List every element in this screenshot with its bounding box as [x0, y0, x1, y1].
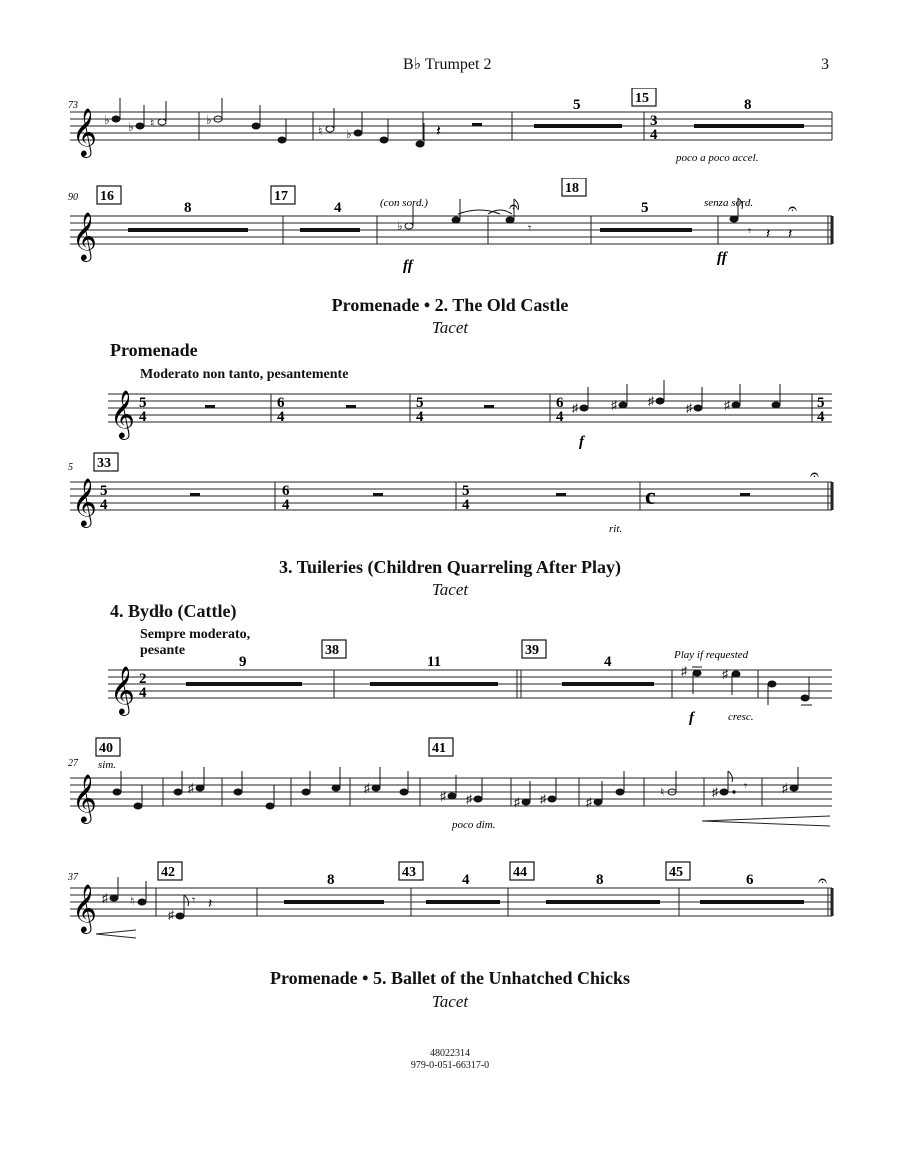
time-sig-num: 6: [277, 395, 285, 411]
staff-bydlo-1: [0, 636, 900, 728]
part-header: [403, 54, 491, 74]
staff-system-1: [0, 88, 900, 168]
multi-rest-count: 9: [239, 654, 247, 670]
notes: [113, 767, 798, 809]
multi-rest-bar: [128, 228, 248, 232]
half-rest: [205, 405, 215, 408]
multi-rest-bar: [300, 228, 360, 232]
rehearsal-mark-18: 18: [565, 181, 579, 196]
rehearsal-mark-17: 17: [274, 189, 288, 204]
fermata: 𝄐: [810, 467, 819, 484]
time-sig-den: 4: [556, 409, 564, 425]
play-if-requested: Play if requested: [674, 649, 749, 661]
treble-clef: 𝄞: [110, 668, 135, 714]
multi-rest-bar: [562, 682, 654, 686]
tempo-marking: Moderato non tanto, pesantemente: [140, 367, 349, 382]
time-sig-den: 4: [462, 497, 470, 513]
fermata: 𝄐: [818, 873, 827, 890]
section-title: 3. Tuileries (Children Quarreling After Play): [279, 557, 621, 577]
tacet-label: Tacet: [431, 580, 469, 599]
half-rest: [556, 493, 566, 496]
treble-clef: 𝄞: [72, 214, 97, 260]
half-rest: [472, 123, 482, 126]
time-sig-den: 4: [139, 685, 147, 701]
decrescendo-hairpin: [96, 930, 136, 938]
multi-rest-count: 8: [327, 872, 335, 888]
svg-text:♯: ♯: [188, 781, 194, 795]
measure-number: 37: [68, 872, 78, 883]
time-sig-den: 4: [100, 497, 108, 513]
multi-rest-bar: [694, 124, 804, 128]
svg-text:♯: ♯: [686, 401, 692, 415]
multi-rest-bar: [426, 900, 500, 904]
time-sig-den: 4: [277, 409, 285, 425]
rest: 𝄽: [788, 227, 793, 242]
poco-dim-marking: poco dim.: [452, 819, 496, 831]
svg-text:♭: ♭: [128, 120, 134, 134]
eighth-rest: 𝄾: [192, 893, 196, 907]
multi-rest-count: 11: [427, 654, 442, 670]
svg-text:♯: ♯: [724, 398, 730, 412]
multi-rest-bar: [186, 682, 302, 686]
rehearsal-mark-44: 44: [513, 865, 527, 880]
svg-text:♯: ♯: [586, 795, 592, 809]
half-rest: [346, 405, 356, 408]
multi-rest-count: 8: [596, 872, 604, 888]
rit-marking: rit.: [609, 523, 623, 535]
svg-text:♯: ♯: [514, 795, 520, 809]
page-number: 3: [821, 56, 829, 73]
svg-text:♯: ♯: [681, 664, 687, 678]
cresc-marking: cresc.: [728, 711, 754, 723]
part-flat: B♭: [403, 56, 422, 73]
multi-rest-bar: [284, 900, 384, 904]
svg-text:♯: ♯: [572, 401, 578, 415]
time-sig-num: 2: [139, 671, 147, 687]
time-sig-den: 4: [139, 409, 147, 425]
svg-text:♮: ♮: [150, 116, 155, 130]
con-sord-marking: (con sord.): [380, 197, 428, 209]
dynamic-f: f: [689, 710, 694, 726]
treble-clef: 𝄞: [72, 776, 97, 822]
treble-clef: 𝄞: [72, 110, 97, 156]
time-sig-num: 5: [817, 395, 825, 411]
staff-system-2: [0, 178, 900, 274]
dynamic-f: f: [579, 434, 584, 450]
part-name: Trumpet 2: [424, 56, 492, 73]
rehearsal-mark-33: 33: [97, 456, 111, 471]
rehearsal-mark-41: 41: [432, 741, 446, 756]
treble-clef: 𝄞: [72, 480, 97, 526]
svg-text:♯: ♯: [168, 908, 174, 922]
multi-rest-count: 8: [744, 97, 752, 113]
svg-text:♯: ♯: [648, 394, 654, 408]
accel-marking: poco a poco accel.: [676, 152, 759, 164]
catalog-number: 48022314: [430, 1048, 470, 1059]
svg-text:♯: ♯: [782, 781, 788, 795]
rehearsal-mark-39: 39: [525, 643, 539, 658]
svg-text:♮: ♮: [660, 785, 665, 799]
time-sig-num: 6: [556, 395, 564, 411]
dynamic-ff: ff: [717, 250, 727, 266]
staff-promenade-1: [0, 380, 900, 460]
rehearsal-mark-45: 45: [669, 865, 683, 880]
time-sig-num: 3: [650, 113, 658, 129]
movement-heading: Promenade: [110, 340, 198, 360]
half-rest: [190, 493, 200, 496]
notes: [102, 877, 189, 922]
multi-rest-count: 5: [641, 200, 649, 216]
section-title: Promenade • 2. The Old Castle: [331, 295, 569, 315]
section-title: Promenade • 5. Ballet of the Unhatched Chicks: [270, 968, 630, 988]
multi-rest-bar: [600, 228, 692, 232]
measure-number: 27: [68, 758, 78, 769]
rest: 𝄽: [766, 227, 771, 242]
time-sig-den: 4: [282, 497, 290, 513]
svg-text:♭: ♭: [397, 219, 403, 233]
sim-marking: sim.: [98, 759, 117, 771]
rehearsal-mark-15: 15: [635, 91, 649, 106]
svg-text:♯: ♯: [440, 789, 446, 803]
treble-clef: 𝄞: [72, 886, 97, 932]
notes: [572, 380, 780, 415]
multi-rest-bar: [700, 900, 804, 904]
tempo-line-2: pesante: [140, 643, 186, 658]
rehearsal-mark-40: 40: [99, 741, 113, 756]
svg-text:♯: ♯: [722, 667, 728, 681]
tacet-label: Tacet: [431, 318, 469, 337]
svg-text:♯: ♯: [466, 792, 472, 806]
crescendo-hairpin: [702, 816, 830, 826]
fermata: 𝄐: [509, 199, 518, 216]
isbn: 979-0-051-66317-0: [410, 1060, 490, 1071]
rehearsal-mark-42: 42: [161, 865, 175, 880]
multi-rest-bar: [534, 124, 622, 128]
rest: 𝄽: [436, 123, 441, 140]
measure-number: 90: [68, 192, 78, 203]
multi-rest-bar: [370, 682, 498, 686]
common-time: c: [645, 484, 656, 510]
tempo-line-1: Sempre moderato,: [140, 627, 251, 642]
multi-rest-count: 8: [184, 200, 192, 216]
staff-bydlo-3: [0, 854, 900, 946]
tacet-label: Tacet: [431, 992, 469, 1011]
half-rest: [484, 405, 494, 408]
half-rest: [740, 493, 750, 496]
svg-text:♮: ♮: [318, 124, 323, 138]
rehearsal-mark-38: 38: [325, 643, 339, 658]
multi-rest-count: 6: [746, 872, 754, 888]
multi-rest-count: 4: [604, 654, 612, 670]
svg-text:♯: ♯: [712, 785, 718, 799]
rest: 𝄽: [208, 897, 213, 912]
time-sig-den: 4: [416, 409, 424, 425]
svg-text:♭: ♭: [206, 113, 212, 127]
multi-rest-count: 4: [462, 872, 470, 888]
footer: [350, 1048, 550, 1072]
treble-clef: 𝄞: [110, 392, 135, 438]
multi-rest-bar: [546, 900, 660, 904]
dynamic-ff: ff: [403, 258, 413, 274]
svg-text:♭: ♭: [104, 113, 110, 127]
fermata: 𝄐: [788, 201, 797, 218]
rehearsal-mark-16: 16: [100, 189, 114, 204]
rehearsal-mark-43: 43: [402, 865, 416, 880]
multi-rest-count: 5: [573, 97, 581, 113]
movement-heading: 4. Bydło (Cattle): [110, 601, 237, 621]
staff-bydlo-2: [0, 734, 900, 834]
half-rest: [373, 493, 383, 496]
svg-text:♯: ♯: [611, 398, 617, 412]
eighth-rest: 𝄾: [744, 779, 748, 793]
time-sig-num: 5: [139, 395, 147, 411]
time-sig-den: 4: [650, 127, 658, 143]
staff-promenade-2: [0, 452, 900, 542]
time-sig-num: 5: [100, 483, 108, 499]
measure-number: 5: [68, 462, 73, 473]
svg-text:♯: ♯: [364, 781, 370, 795]
time-sig-num: 6: [282, 483, 290, 499]
eighth-rest: 𝄾: [748, 224, 752, 238]
svg-text:♮: ♮: [130, 894, 135, 908]
svg-text:♭: ♭: [346, 127, 352, 141]
measure-number: 73: [68, 100, 78, 111]
time-sig-den: 4: [817, 409, 825, 425]
eighth-rest: 𝄾: [528, 221, 532, 235]
time-sig-num: 5: [462, 483, 470, 499]
multi-rest-count: 4: [334, 200, 342, 216]
svg-text:♯: ♯: [540, 792, 546, 806]
svg-text:♯: ♯: [102, 891, 108, 905]
senza-sord-marking: senza sord.: [704, 197, 754, 209]
time-sig-num: 5: [416, 395, 424, 411]
